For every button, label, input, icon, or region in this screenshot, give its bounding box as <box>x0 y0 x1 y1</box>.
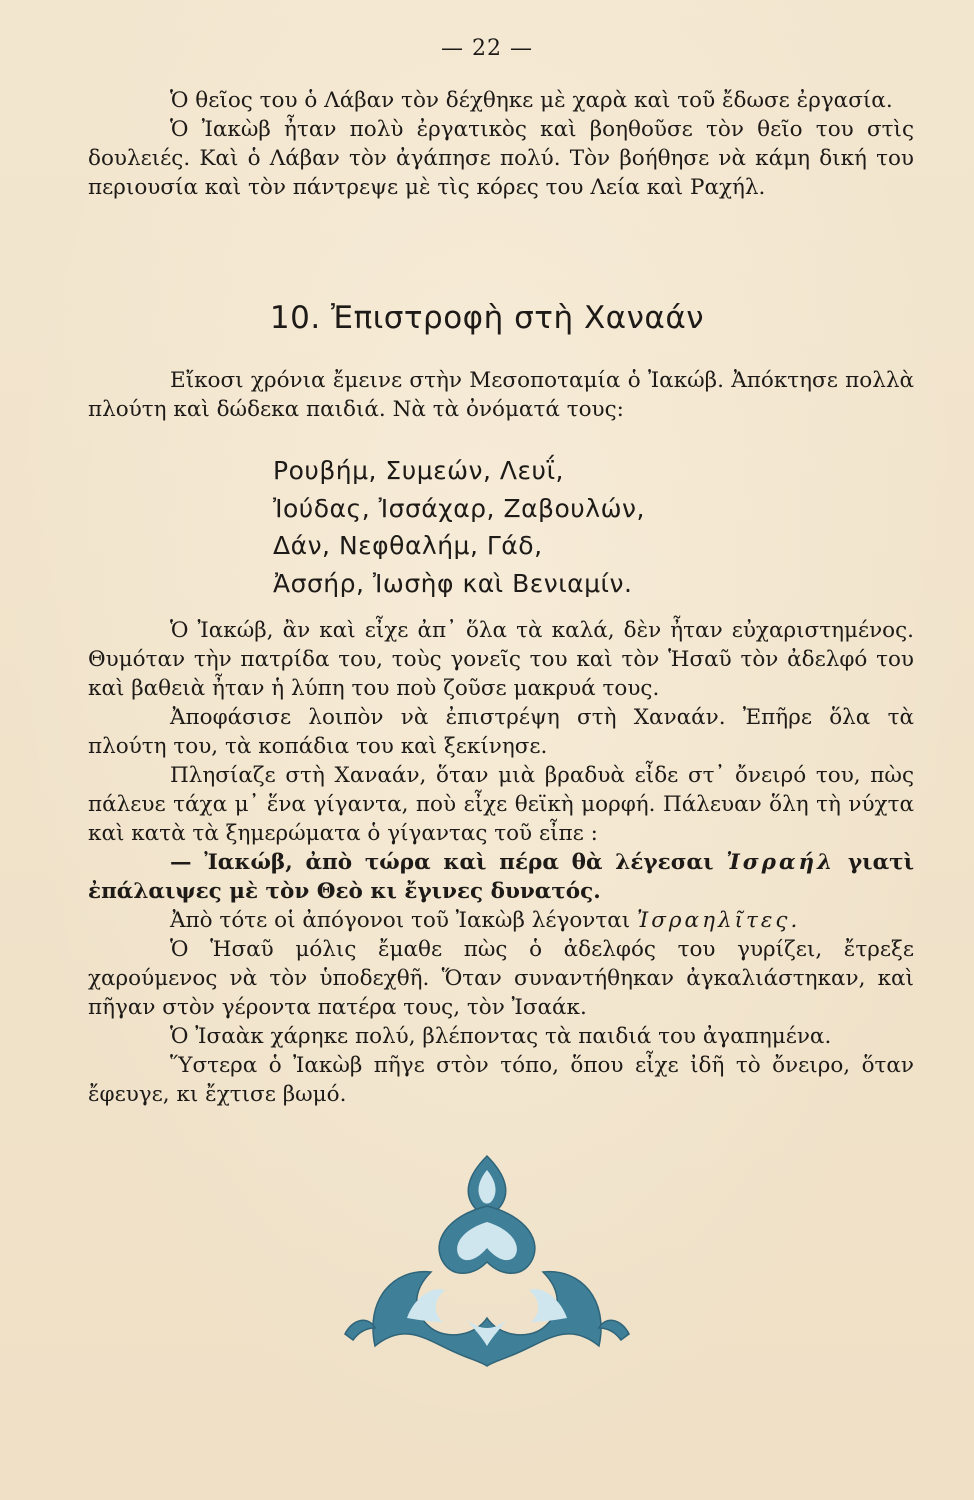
paragraph: Ἀποφάσισε λοιπὸν νὰ ἐπιστρέψη στὴ Χαναάν. Ἐπῆρε ὅλα τὰ πλούτη του, τὰ κοπάδια του καὶ ξεκίνησε. <box>88 705 914 759</box>
speech-text: γιατὶ ἐπάλαιψες μὲ τὸν Θεὸ κι ἔγινες δυνατός. <box>88 850 914 904</box>
paragraph: Ὁ θεῖος του ὁ Λάβαν τὸν δέχθηκε μὲ χαρὰ καὶ τοῦ ἔδωσε ἐργασία. <box>170 88 893 113</box>
name-israel: Ἰσραήλ <box>726 850 836 875</box>
name-israelites: Ἰσραηλῖτες. <box>637 908 801 933</box>
page-number: — 22 — <box>441 36 533 61</box>
speech-paragraph <box>88 848 914 906</box>
paragraph: Ὁ Ἰακώβ, ἂν καὶ εἶχε ἀπ᾿ ὅλα τὰ καλά, δὲν ἦταν εὐχαριστημένος. Θυμόταν τὴν πατρίδα του, τοὺς γονεῖς του καὶ τὸν Ἡσαῦ τὸν ἀδελφό του καὶ βαθειὰ ἦταν ἡ λύπη του ποὺ ζοῦσε μακρυά τους. <box>88 618 914 701</box>
paragraph: Ὁ Ἰακὼβ ἦταν πολὺ ἐργατικὸς καὶ βοηθοῦσε τὸν θεῖο του στὶς δουλειές. Καὶ ὁ Λάβαν τὸν ἀγάπησε πολύ. Τὸν βοήθησε νὰ κάμη δική του περιουσία καὶ τὸν πάντρεψε μὲ τὶς κόρες του Λεία καὶ Ραχήλ. <box>88 117 914 200</box>
story-body <box>88 616 914 1109</box>
names-line: Ἰούδας, Ἰσσάχαρ, Ζαβουλών, <box>273 493 645 523</box>
names-list <box>273 452 793 602</box>
paragraph: Ὁ Ἡσαῦ μόλις ἔμαθε πὼς ὁ ἀδελφός του γυρίζει, ἔτρεξε χαρούμενος νὰ τὸν ὑποδεχθῆ. Ὅταν συναντήθηκαν ἀγκαλιάστηκαν, καὶ πῆγαν στὸν γέροντα πατέρα τους, τὸν Ἰσαάκ. <box>88 937 914 1020</box>
paragraph: Εἴκοσι χρόνια ἔμεινε στὴν Μεσοποταμία ὁ Ἰακώβ. Ἀπόκτησε πολλὰ πλούτη καὶ δώδεκα παιδιά. Νὰ τὰ ὀνόματά τους: <box>88 368 914 422</box>
paragraph: Ὁ Ἰσαὰκ χάρηκε πολύ, βλέποντας τὰ παιδιά του ἀγαπημένα. <box>170 1024 832 1049</box>
names-line: Ρουβήμ, Συμεών, Λευΐ, <box>273 456 564 485</box>
intro-text <box>88 86 914 202</box>
paragraph: Πλησίαζε στὴ Χαναάν, ὅταν μιὰ βραδυὰ εἶδε στ᾿ ὄνειρό του, πὼς πάλευε τάχα μ᾿ ἕνα γίγαντα, ποὺ εἶχε θεϊκὴ μορφή. Πάλευαν ὅλη τὴ νύχτα καὶ κατὰ τὰ ξημερώματα ὁ γίγαντας τοῦ εἶπε : <box>88 763 914 846</box>
paragraph <box>88 906 914 935</box>
names-line: Δάν, Νεφθαλήμ, Γάδ, <box>273 531 543 560</box>
section-heading: 10. Ἐπιστροφὴ στὴ Χαναάν <box>269 300 705 336</box>
paragraph-text: Ἀπὸ τότε οἱ ἀπόγονοι τοῦ Ἰακὼβ λέγονται <box>170 908 638 933</box>
floral-ornament-icon <box>335 1150 639 1368</box>
names-line: Ἀσσήρ, Ἰωσὴφ καὶ Βενιαμίν. <box>273 568 633 598</box>
section-intro <box>88 366 914 424</box>
paragraph: Ὕστερα ὁ Ἰακὼβ πῆγε στὸν τόπο, ὅπου εἶχε ἰδῆ τὸ ὄνειρο, ὅταν ἔφευγε, κι ἔχτισε βωμό. <box>88 1053 914 1107</box>
speech-text: — Ἰακώβ, ἀπὸ τώρα καὶ πέρα θὰ λέγεσαι <box>170 850 727 875</box>
